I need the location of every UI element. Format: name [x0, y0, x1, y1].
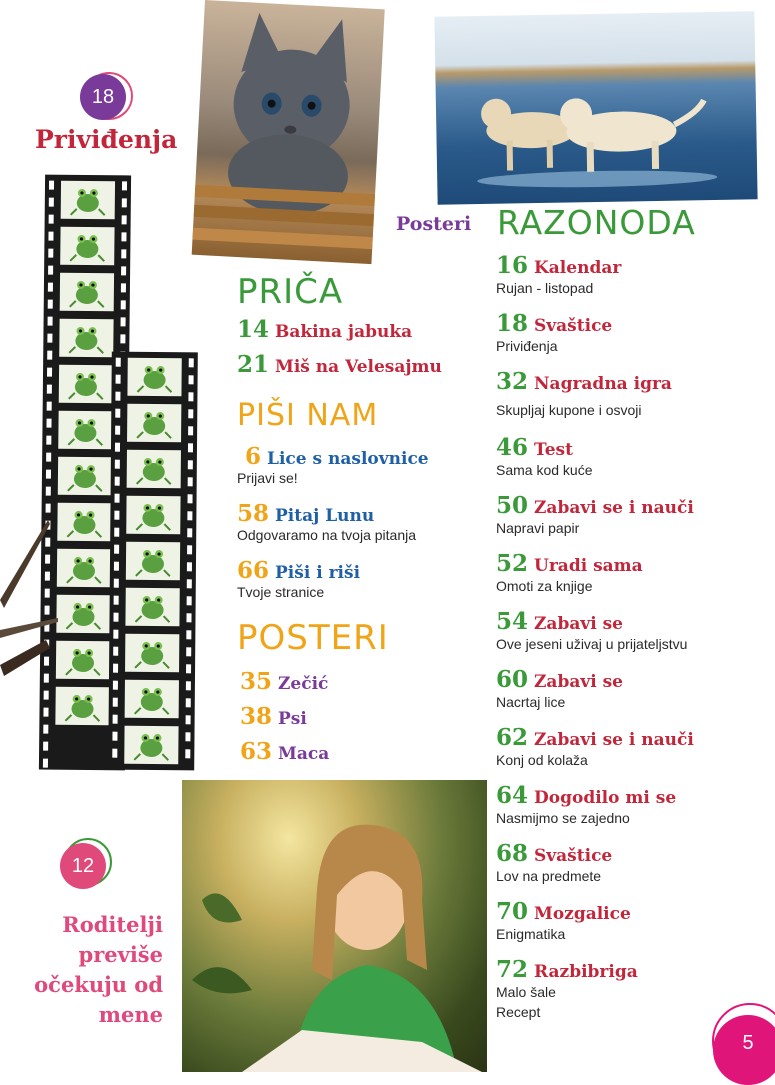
film-frame: [60, 227, 114, 266]
toc-subtitle: Enigmatika: [496, 926, 566, 942]
toc-subtitle: Lov na predmete: [496, 868, 602, 884]
toc-title: Piši i riši: [275, 563, 361, 583]
film-frame: [59, 365, 113, 404]
toc-page-number: 35: [240, 668, 273, 695]
frog-icon: [124, 726, 178, 764]
toc-subtitle: Konj od kolaža: [496, 752, 588, 768]
film-hole: [46, 470, 51, 479]
toc-entry[interactable]: [496, 310, 612, 337]
film-hole: [122, 198, 127, 207]
film-hole: [188, 443, 193, 452]
toc-page-number: 66: [237, 557, 270, 584]
toc-entry[interactable]: [240, 668, 328, 695]
film-hole: [114, 511, 119, 520]
kitten-poster-photo[interactable]: [192, 0, 385, 264]
section-heading-prica: PRIČA: [237, 272, 344, 312]
film-hole: [46, 436, 51, 445]
film-hole: [114, 596, 119, 605]
toc-entry[interactable]: [237, 557, 360, 584]
film-hole: [116, 358, 121, 367]
toc-page-number: 38: [240, 703, 273, 730]
toc-subtitle: Omoti za knjige: [496, 578, 593, 594]
film-hole: [188, 477, 193, 486]
film-hole: [48, 232, 53, 241]
toc-title: Svaštice: [534, 316, 613, 336]
feature-title-line: Roditelji: [62, 912, 163, 937]
film-hole: [113, 647, 118, 656]
toc-page-number: 14: [237, 316, 270, 343]
toc-title: Psi: [278, 709, 307, 729]
toc-page-number: 6: [245, 443, 262, 470]
feature-title-roditelji[interactable]: [34, 910, 163, 1030]
brush-stroke-decoration: [0, 480, 60, 680]
toc-entry[interactable]: [245, 443, 429, 470]
toc-subtitle: Skupljaj kupone i osvoji: [496, 402, 642, 418]
toc-page-number: 63: [240, 738, 273, 765]
frog-icon: [127, 404, 181, 442]
film-hole: [186, 613, 191, 622]
film-hole: [122, 181, 127, 190]
toc-title: Maca: [278, 744, 330, 764]
frog-icon: [127, 450, 181, 488]
toc-title: Bakina jabuka: [275, 322, 413, 342]
film-hole: [189, 358, 194, 367]
toc-page-number: 62: [496, 724, 529, 751]
toc-subtitle: Priviđenja: [496, 338, 558, 354]
toc-subtitle: Ove jeseni uživaj u prijateljstvu: [496, 636, 688, 652]
film-hole: [115, 460, 120, 469]
toc-title: Uradi sama: [534, 556, 643, 576]
toc-entry[interactable]: [496, 956, 638, 983]
film-frame: [58, 411, 112, 450]
section-heading-pisi-nam: PIŠI NAM: [237, 398, 379, 433]
toc-page-number: 58: [237, 500, 270, 527]
toc-entry[interactable]: [496, 368, 672, 395]
film-hole: [188, 392, 193, 401]
toc-entry[interactable]: [240, 738, 329, 765]
feature-title-privdenja[interactable]: Priviđenja: [35, 125, 178, 154]
toc-title: Zabavi se: [534, 614, 623, 634]
toc-entry[interactable]: [496, 898, 631, 925]
film-hole: [49, 181, 54, 190]
film-hole: [188, 460, 193, 469]
film-frame: [61, 181, 115, 220]
frog-icon: [60, 227, 114, 266]
toc-subtitle: Nasmijmo se zajedno: [496, 810, 630, 826]
toc-entry[interactable]: [496, 434, 573, 461]
film-frame: [125, 680, 179, 718]
toc-page-number: 50: [496, 492, 529, 519]
film-hole: [114, 562, 119, 571]
film-hole: [46, 453, 51, 462]
toc-title: Zabavi se i nauči: [534, 730, 694, 750]
film-hole: [187, 545, 192, 554]
film-hole: [115, 494, 120, 503]
film-hole: [115, 409, 120, 418]
toc-entry[interactable]: [237, 351, 442, 378]
toc-page-number: 32: [496, 368, 529, 395]
toc-page-number: 21: [237, 351, 270, 378]
film-hole: [120, 334, 125, 343]
film-hole: [113, 681, 118, 690]
film-hole: [186, 698, 191, 707]
film-frame: [57, 549, 111, 588]
page-number: 5: [713, 1015, 775, 1085]
film-hole: [113, 664, 118, 673]
toc-entry[interactable]: [496, 840, 612, 867]
toc-entry[interactable]: [240, 703, 307, 730]
toc-title: Test: [534, 440, 573, 460]
toc-page-number: 52: [496, 550, 529, 577]
film-hole: [43, 708, 48, 717]
toc-entry[interactable]: [496, 608, 623, 635]
film-hole: [121, 249, 126, 258]
frog-icon: [126, 496, 180, 534]
film-hole: [112, 732, 117, 741]
film-hole: [121, 317, 126, 326]
film-hole: [121, 232, 126, 241]
film-strip-right: [108, 352, 198, 771]
toc-title: Pitaj Lunu: [275, 506, 375, 526]
film-hole: [47, 385, 52, 394]
toc-page-number: 16: [496, 252, 529, 279]
toc-page-number: 18: [496, 310, 529, 337]
dogs-illustration: [434, 11, 757, 205]
toc-entry[interactable]: [496, 666, 623, 693]
film-frame: [55, 687, 109, 726]
toc-entry[interactable]: [237, 500, 374, 527]
toc-entry[interactable]: [496, 252, 621, 279]
film-frame: [56, 595, 110, 634]
film-hole: [49, 198, 54, 207]
film-frame: [125, 634, 179, 672]
toc-subtitle: Odgovaramo na tvoja pitanja: [237, 527, 416, 543]
frog-icon: [126, 542, 180, 580]
film-hole: [115, 392, 120, 401]
film-frame: [127, 358, 181, 396]
film-frame: [56, 641, 110, 680]
film-hole: [121, 300, 126, 309]
toc-entry[interactable]: [496, 492, 694, 519]
frog-icon: [57, 503, 111, 542]
toc-title: Mozgalice: [534, 904, 631, 924]
toc-page-number: 64: [496, 782, 529, 809]
film-hole: [48, 266, 53, 275]
film-hole: [188, 426, 193, 435]
film-hole: [115, 477, 120, 486]
toc-page-number: 46: [496, 434, 529, 461]
film-hole: [186, 647, 191, 656]
page-badge-18: 18: [80, 74, 126, 120]
film-frame: [127, 404, 181, 442]
film-hole: [114, 528, 119, 537]
toc-title: Lice s naslovnice: [267, 449, 429, 469]
film-hole: [189, 375, 194, 384]
film-hole: [114, 545, 119, 554]
film-hole: [48, 317, 53, 326]
film-frame: [127, 450, 181, 488]
film-hole: [43, 725, 48, 734]
page-badge-12: 12: [60, 843, 106, 889]
toc-title: Razbibriga: [534, 962, 638, 982]
toc-title: Nagradna igra: [534, 374, 672, 394]
film-hole: [48, 283, 53, 292]
film-hole: [187, 511, 192, 520]
film-hole: [49, 215, 54, 224]
film-hole: [188, 409, 193, 418]
film-hole: [48, 249, 53, 258]
film-hole: [113, 613, 118, 622]
film-hole: [113, 630, 118, 639]
feature-title-line: očekuju od: [34, 972, 163, 997]
film-hole: [43, 759, 48, 768]
film-frame: [57, 503, 111, 542]
film-frame: [126, 542, 180, 580]
film-hole: [47, 334, 52, 343]
frog-icon: [127, 358, 181, 396]
film-frame: [124, 726, 178, 764]
film-hole: [188, 494, 193, 503]
posteri-label: Posteri: [396, 213, 472, 235]
film-hole: [47, 368, 52, 377]
film-hole: [121, 266, 126, 275]
film-hole: [115, 426, 120, 435]
toc-subtitle: Sama kod kuće: [496, 462, 593, 478]
toc-page-number: 54: [496, 608, 529, 635]
film-hole: [186, 630, 191, 639]
toc-title: Kalendar: [534, 258, 622, 278]
frog-icon: [61, 181, 115, 220]
toc-entry[interactable]: [496, 724, 694, 751]
film-frame: [125, 588, 179, 626]
toc-page-number: 72: [496, 956, 529, 983]
frog-icon: [57, 549, 111, 588]
film-hole: [187, 579, 192, 588]
frog-icon: [56, 641, 110, 680]
toc-subtitle: Malo šale: [496, 984, 556, 1000]
film-hole: [186, 715, 191, 724]
girl-reading-photo[interactable]: [182, 780, 487, 1072]
frog-icon: [56, 595, 110, 634]
section-heading-posteri: POSTERI: [237, 618, 389, 658]
frog-icon: [59, 319, 113, 358]
toc-title: Zečić: [278, 674, 329, 694]
toc-title: Dogodilo mi se: [534, 788, 677, 808]
film-hole: [122, 215, 127, 224]
frog-icon: [55, 687, 109, 726]
kitten-illustration: [192, 0, 385, 264]
film-frame: [60, 273, 114, 312]
toc-subtitle: Napravi papir: [496, 520, 580, 536]
film-hole: [112, 749, 117, 758]
film-hole: [187, 528, 192, 537]
film-hole: [187, 596, 192, 605]
film-hole: [186, 664, 191, 673]
frog-icon: [125, 634, 179, 672]
film-hole: [48, 300, 53, 309]
film-hole: [187, 562, 192, 571]
film-hole: [47, 351, 52, 360]
frog-icon: [125, 680, 179, 718]
dogs-poster-photo[interactable]: [434, 11, 757, 205]
toc-subtitle: Recept: [496, 1004, 541, 1020]
film-frame: [126, 496, 180, 534]
frog-icon: [60, 273, 114, 312]
toc-subtitle: Prijavi se!: [237, 470, 298, 486]
toc-page-number: 70: [496, 898, 529, 925]
film-hole: [114, 579, 119, 588]
film-hole: [47, 402, 52, 411]
toc-title: Miš na Velesajmu: [275, 357, 442, 377]
toc-entry[interactable]: [237, 316, 412, 343]
toc-page-number: 68: [496, 840, 529, 867]
toc-subtitle: Tvoje stranice: [237, 584, 325, 600]
film-hole: [121, 283, 126, 292]
toc-title: Zabavi se i nauči: [534, 498, 694, 518]
film-hole: [185, 732, 190, 741]
film-hole: [116, 375, 121, 384]
feature-title-line: mene: [98, 1002, 163, 1027]
feature-title-line: previše: [78, 942, 163, 967]
film-frame: [58, 457, 112, 496]
film-hole: [46, 419, 51, 428]
section-heading-razonoda: RAZONODA: [497, 203, 696, 242]
toc-entry[interactable]: [496, 550, 643, 577]
film-hole: [44, 691, 49, 700]
toc-title: Svaštice: [534, 846, 613, 866]
girl-illustration: [182, 780, 487, 1072]
frog-icon: [125, 588, 179, 626]
film-hole: [113, 698, 118, 707]
frog-icon: [59, 365, 113, 404]
film-hole: [115, 443, 120, 452]
toc-subtitle: Rujan - listopad: [496, 280, 594, 296]
toc-page-number: 60: [496, 666, 529, 693]
toc-entry[interactable]: [496, 782, 676, 809]
film-hole: [43, 742, 48, 751]
film-frame: [59, 319, 113, 358]
frog-icon: [58, 457, 112, 496]
toc-subtitle: Nacrtaj lice: [496, 694, 566, 710]
frog-icon: [58, 411, 112, 450]
film-hole: [113, 715, 118, 724]
toc-title: Zabavi se: [534, 672, 623, 692]
film-hole: [185, 749, 190, 758]
film-hole: [186, 681, 191, 690]
